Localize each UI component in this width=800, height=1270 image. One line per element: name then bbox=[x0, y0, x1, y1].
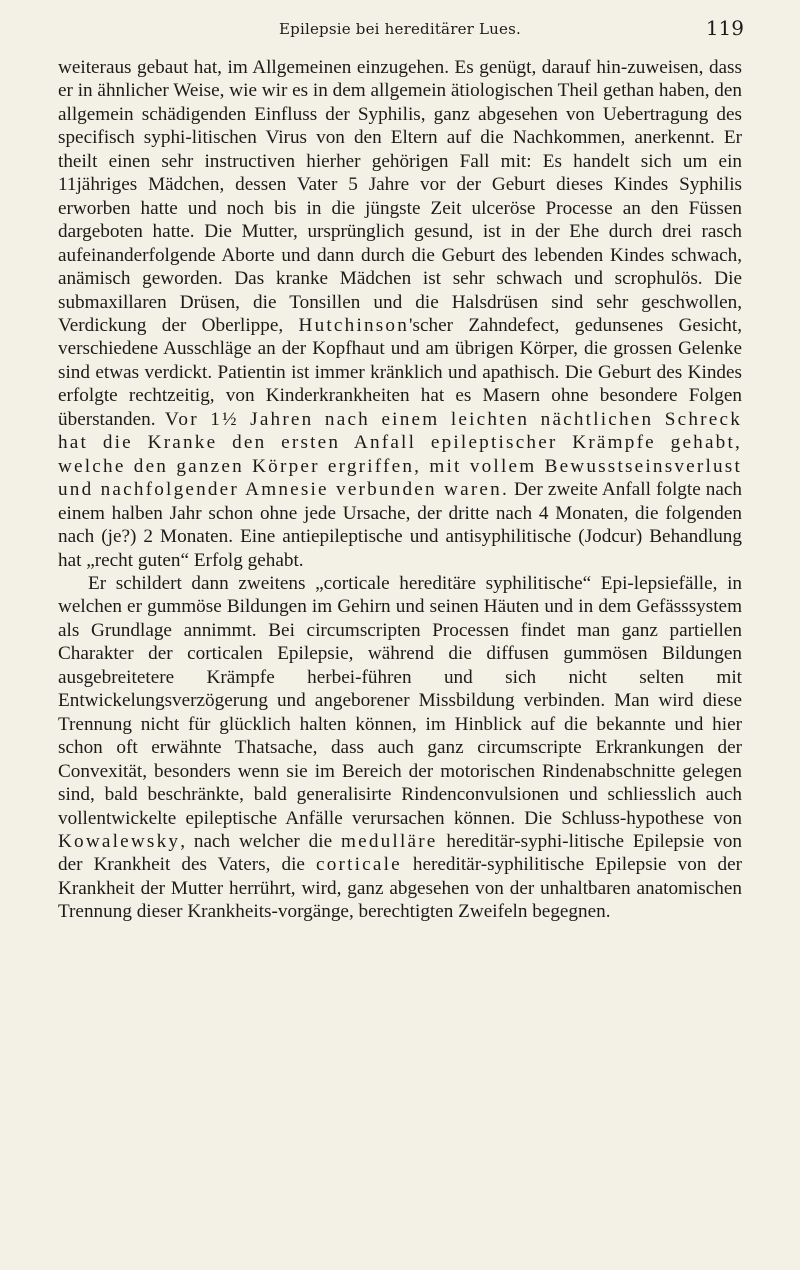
paragraph-1 bbox=[58, 56, 742, 572]
spaced-emphasis-passage: Vor 1½ Jahren nach einem leichten nächtlichen Schreck hat die Kranke den ersten Anfall epileptischer Krämpfe gehabt, welche den ganzen Körper ergriffen, mit vollem Bewusstseinsverlust und nachfolgender Amnesie verbunden waren. bbox=[58, 408, 742, 501]
page-header bbox=[0, 10, 800, 44]
paragraph-1-segment: weiteraus gebaut hat, im Allgemeinen einzugehen. Es genügt, darauf hin-zuweisen, dass er in ähnlicher Weise, wie wir es in dem allgemein ätiologischen Theil gethan haben, den allgemein schädigenden Einfluss der Syphilis, ganz abgesehen von Uebertragung des specifisch syphi-litischen Virus von den Eltern auf die Nachkommen, anerkennt. Er theilt einen sehr instructiven hierher gehörigen Fall mit: Es handelt sich um ein 11jähriges Mädchen, dessen Vater 5 Jahre vor der Geburt dieses Kindes Syphilis erworben hatte und noch bis in die jüngste Zeit ulceröse Processe an den Füssen dargeboten hatte. Die Mutter, ursprünglich gesund, ist in der Ehe durch drei rasch aufeinanderfolgende Aborte und dann durch die Geburt des lebenden Kindes schwach, anämisch geworden. Das kranke Mädchen ist sehr schwach und scrophulös. Die submaxillaren Drüsen, die Tonsillen und die Halsdrüsen sind sehr geschwollen, Verdickung der Oberlippe, bbox=[58, 57, 743, 336]
spaced-term-medullaere: medulläre bbox=[341, 830, 438, 852]
paragraph-1-segment: Der zweite Anfall folgte nach einem halben Jahr schon ohne jede Ursache, der dritte nach 4 Monaten, die folgenden nach (je?) 2 Monaten. Eine antiepileptische und antisyphilitische (Jodcur) Behandlung hat „recht guten“ Erfolg gehabt. bbox=[58, 479, 742, 571]
paragraph-2 bbox=[58, 572, 742, 924]
running-title: Epilepsie bei hereditärer Lues. bbox=[279, 20, 521, 38]
paragraph-2-segment: , nach welcher die bbox=[180, 830, 341, 852]
paragraph-2-segment: Er schildert dann zweitens „corticale hereditäre syphilitische“ Epi-lepsiefälle, in welchen er gummöse Bildungen im Gehirn und seinen Häuten und in dem Gefässsystem als Grundlage annimmt. Bei circumscripten Processen findet man ganz partiellen Charakter der corticalen Epilepsie, während die diffusen gummösen Bildungen ausgebreitetere Krämpfe herbei-führen und sich nicht selten mit Entwickelungsverzögerung und angeborener Missbildung verbinden. Man wird diese Trennung nicht für glücklich halten können, im Hinblick auf die bekannte und hier schon oft erwähnte Thatsache, dass auch ganz circumscripte Erkrankungen der Convexität, besonders wenn sie im Bereich der motorischen Rindenabschnitte gelegen sind, bald beschränkte, bald generalisirte Rindenconvulsionen und schliesslich auch vollentwickelte epileptische Anfälle verursachen können. Die Schluss-hypothese von bbox=[58, 572, 742, 829]
paragraph-2-segment: hereditär-syphi-litische Epilepsie von der Krankheit des Vaters, die bbox=[58, 830, 742, 876]
author-name-kowalewsky: Kowalewsky bbox=[58, 830, 181, 852]
author-name-hutchinson: Hutchinson bbox=[298, 314, 410, 336]
body-text bbox=[58, 56, 742, 924]
paragraph-2-segment: hereditär-syphilitische Epilepsie von der Krankheit der Mutter herrührt, wird, ganz abgesehen von der unhaltbaren anatomischen Trennung dieser Krankheits-vorgänge, berechtigten Zweifeln begegnen. bbox=[58, 854, 742, 923]
page-number: 119 bbox=[705, 16, 744, 40]
paragraph-1-segment: 'scher Zahndefect, gedunsenes Gesicht, verschiedene Ausschläge an der Kopfhaut und am übrigen Körper, die grossen Gelenke sind etwas verdickt. Patientin ist immer kränklich und apathisch. Die Geburt des Kindes erfolgte rechtzeitig, von Kinderkrankheiten hat es Masern ohne besondere Folgen überstanden. bbox=[58, 314, 742, 430]
spaced-term-corticale: corticale bbox=[316, 854, 402, 876]
